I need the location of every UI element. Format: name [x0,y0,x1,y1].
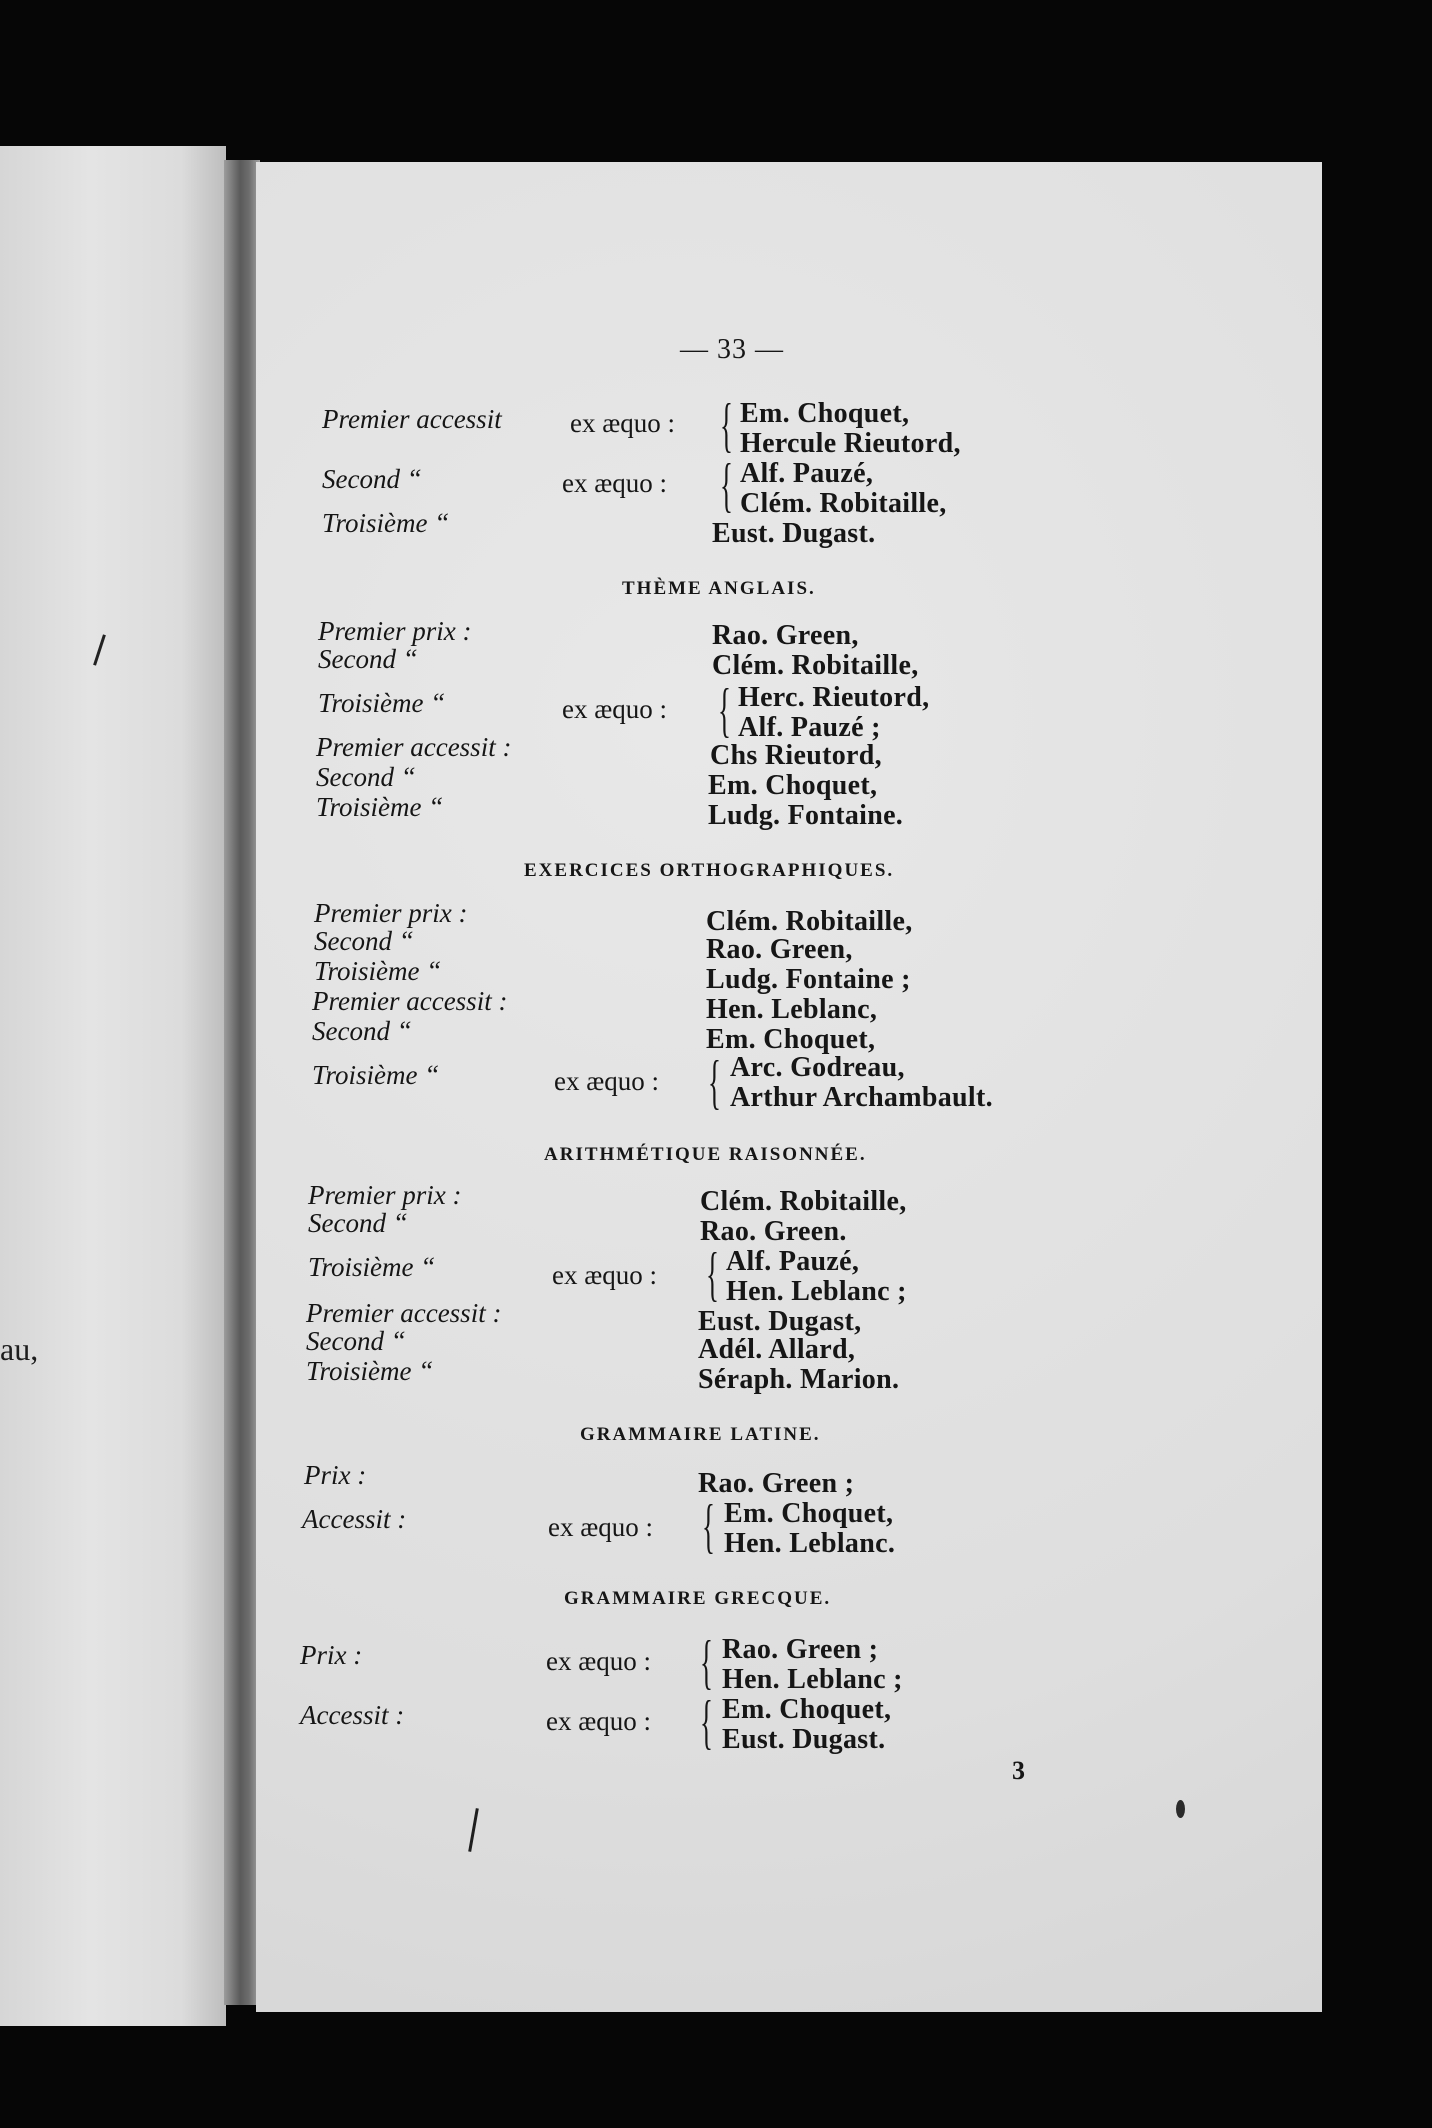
book-spine [224,160,260,2005]
label: Second “ [314,926,414,956]
winner-name: Rao. Green, [712,620,859,651]
section-heading: THÈME ANGLAIS. [622,578,816,599]
label: Premier accessit : [306,1298,502,1328]
label: Troisième “ [314,956,442,986]
brace-icon: { [702,1493,715,1559]
winner-name: Em. Choquet, [740,398,910,429]
winner-name: Rao. Green ; [698,1468,855,1499]
winner-name: Rao. Green, [706,934,853,965]
ex-aequo-label: ex æquo : [552,1260,657,1290]
brace-icon: { [700,1689,713,1755]
winner-name: Em. Choquet, [722,1694,892,1725]
winner-name: Herc. Rieutord, [738,682,930,713]
winner-name: Rao. Green. [700,1216,847,1247]
brace-icon: { [708,1049,721,1115]
winner-name: Hen. Leblanc ; [722,1664,903,1695]
winner-name: Clém. Robitaille, [740,488,947,519]
section-heading: GRAMMAIRE GRECQUE. [564,1588,832,1609]
winner-name: Em. Choquet, [708,770,878,801]
winner-name: Alf. Pauzé, [740,458,874,489]
winner-name: Ludg. Fontaine. [708,800,904,831]
label: Premier accessit : [316,732,512,762]
label: Premier prix : [314,898,468,928]
folio-number: 3 [1012,1756,1025,1785]
ex-aequo-label: ex æquo : [562,468,667,498]
label: Troisième “ [322,508,450,538]
winner-name: Clém. Robitaille, [700,1186,907,1217]
brace-icon: { [718,677,731,743]
label: Troisième “ [318,688,446,718]
section-heading: EXERCICES ORTHOGRAPHIQUES. [524,860,895,881]
winner-name: Clém. Robitaille, [712,650,919,681]
winner-name: Ludg. Fontaine ; [706,964,911,995]
winner-name: Adél. Allard, [698,1334,856,1365]
left-page-fragment: au, [0,1331,39,1367]
winner-name: Alf. Pauzé, [726,1246,860,1277]
winner-name: Hen. Leblanc, [706,994,878,1025]
label: Prix : [300,1640,363,1670]
label: Premier prix : [308,1180,462,1210]
label: Troisième “ [312,1060,440,1090]
label: Second “ [306,1326,406,1356]
label: Second “ [316,762,416,792]
label: Prix : [304,1460,367,1490]
brace-icon: { [700,1629,713,1695]
winner-name: Em. Choquet, [706,1024,876,1055]
winner-name: Em. Choquet, [724,1498,894,1529]
label: Second “ [312,1016,412,1046]
brace-icon: { [720,452,733,518]
winner-name: Clém. Robitaille, [706,906,913,937]
brace-icon: { [706,1241,719,1307]
left-page [0,146,226,2026]
winner-name: Eust. Dugast. [712,518,876,549]
winner-name: Eust. Dugast, [698,1306,862,1337]
page-number: — 33 — [680,334,784,365]
winner-name: Hercule Rieutord, [740,428,961,459]
label: Troisième “ [306,1356,434,1386]
winner-name: Eust. Dugast. [722,1724,886,1755]
label: Second “ [322,464,422,494]
label: Second “ [308,1208,408,1238]
ex-aequo-label: ex æquo : [546,1706,651,1736]
ex-aequo-label: ex æquo : [546,1646,651,1676]
pencil-mark [93,634,106,665]
winner-name: Hen. Leblanc. [724,1528,896,1559]
ink-spot [1176,1800,1185,1818]
label: Accessit : [300,1700,405,1730]
winner-name: Rao. Green ; [722,1634,879,1665]
label: Troisième “ [316,792,444,822]
section-heading: GRAMMAIRE LATINE. [580,1424,821,1445]
winner-name: Arthur Archambault. [730,1082,993,1113]
winner-name: Séraph. Marion. [698,1364,900,1395]
ex-aequo-label: ex æquo : [570,408,675,438]
label: Second “ [318,644,418,674]
ex-aequo-label: ex æquo : [548,1512,653,1542]
brace-icon: { [720,392,733,458]
label: Premier accessit [322,404,502,434]
label: Premier accessit : [312,986,508,1016]
ex-aequo-label: ex æquo : [554,1066,659,1096]
winner-name: Chs Rieutord, [710,740,882,771]
label: Accessit : [302,1504,407,1534]
section-heading: ARITHMÉTIQUE RAISONNÉE. [544,1144,867,1165]
winner-name: Hen. Leblanc ; [726,1276,907,1307]
label: Troisième “ [308,1252,436,1282]
label: Premier prix : [318,616,472,646]
ex-aequo-label: ex æquo : [562,694,667,724]
winner-name: Alf. Pauzé ; [738,712,881,743]
winner-name: Arc. Godreau, [730,1052,905,1083]
